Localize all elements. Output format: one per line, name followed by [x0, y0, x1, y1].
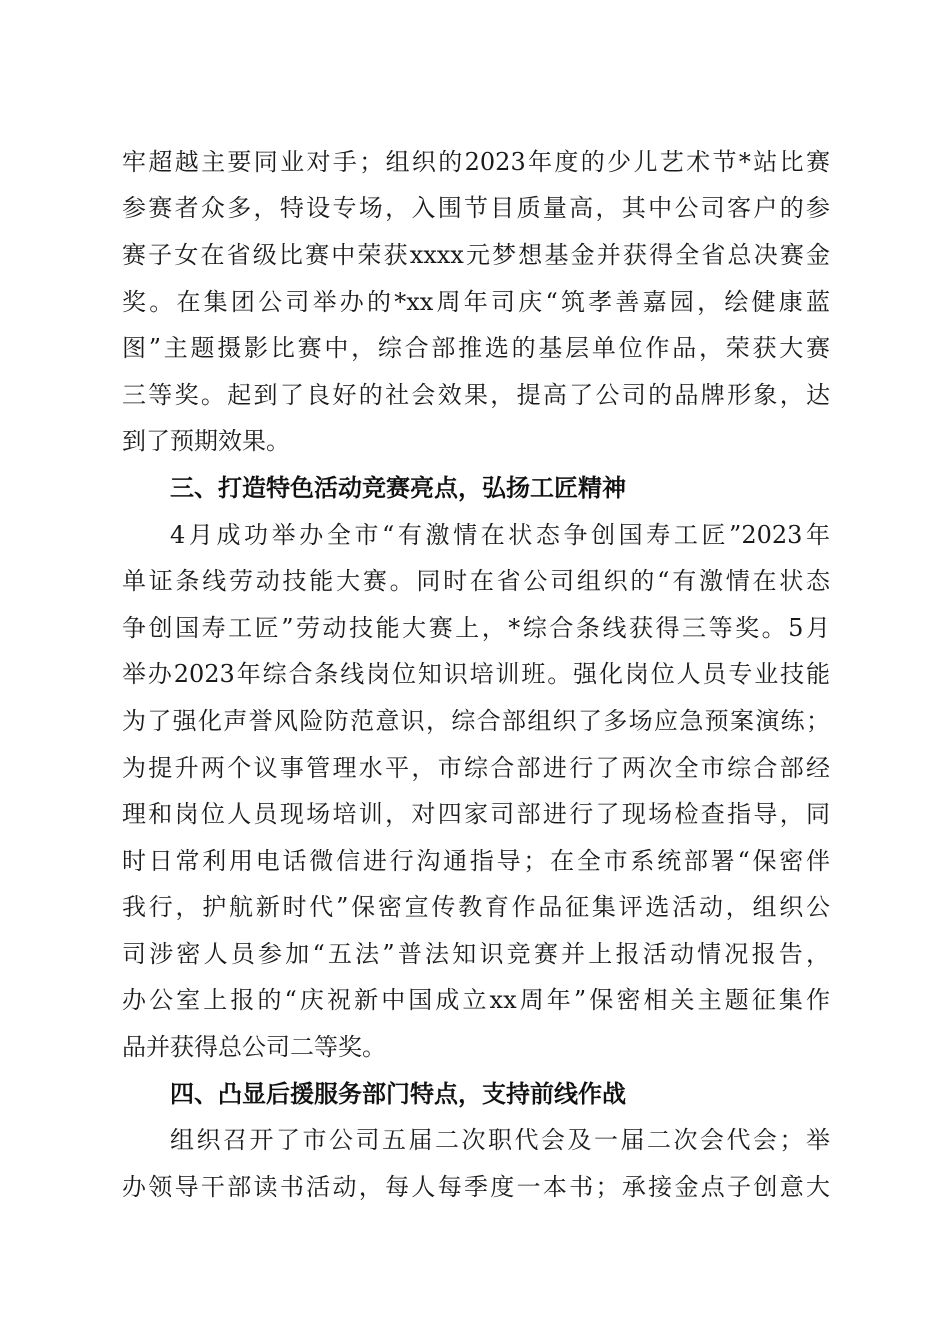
text-line: 单证条线劳动技能大赛。同时在省公司组织的“有激情在状态	[122, 567, 830, 595]
text-line: 赛子女在省级比赛中荣获xxxx元梦想基金并获得全省总决赛金	[122, 241, 830, 269]
text-line: 参赛者众多，特设专场，入围节目质量高，其中公司客户的参	[122, 194, 830, 222]
text-line: 为了强化声誉风险防范意识，综合部组织了多场应急预案演练；	[122, 707, 830, 735]
text-line: 举办2023年综合条线岗位知识培训班。强化岗位人员专业技能	[122, 660, 830, 688]
text-line: 奖。在集团公司举办的*xx周年司庆“筑孝善嘉园，绘健康蓝	[122, 288, 830, 316]
section-heading-3: 三、打造特色活动竞赛亮点，弘扬工匠精神	[170, 474, 626, 502]
text-line: 三等奖。起到了良好的社会效果，提高了公司的品牌形象，达	[122, 381, 830, 409]
text-line: 组织召开了市公司五届二次职代会及一届二次会代会；举	[170, 1126, 830, 1154]
text-line: 4月成功举办全市“有激情在状态争创国寿工匠”2023年	[170, 521, 830, 549]
text-line: 我行，护航新时代”保密宣传教育作品征集评选活动，组织公	[122, 893, 830, 921]
text-line: 司涉密人员参加“五法”普法知识竞赛并上报活动情况报告，	[122, 940, 830, 968]
text-line: 时日常利用电话微信进行沟通指导；在全市系统部署“保密伴	[122, 847, 830, 875]
text-line: 争创国寿工匠”劳动技能大赛上，*综合条线获得三等奖。5月	[122, 614, 830, 642]
text-line: 办领导干部读书活动，每人每季度一本书；承接金点子创意大	[122, 1173, 830, 1201]
section-heading-4: 四、凸显后援服务部门特点，支持前线作战	[170, 1080, 626, 1108]
text-line: 理和岗位人员现场培训，对四家司部进行了现场检查指导，同	[122, 800, 830, 828]
text-line: 为提升两个议事管理水平，市综合部进行了两次全市综合部经	[122, 754, 830, 782]
text-line: 品并获得总公司二等奖。	[122, 1033, 386, 1061]
text-line: 图”主题摄影比赛中，综合部推选的基层单位作品，荣获大赛	[122, 334, 830, 362]
text-line: 办公室上报的“庆祝新中国成立xx周年”保密相关主题征集作	[122, 986, 830, 1014]
text-line: 牢超越主要同业对手；组织的2023年度的少儿艺术节*站比赛	[122, 148, 830, 176]
text-line: 到了预期效果。	[122, 427, 290, 455]
